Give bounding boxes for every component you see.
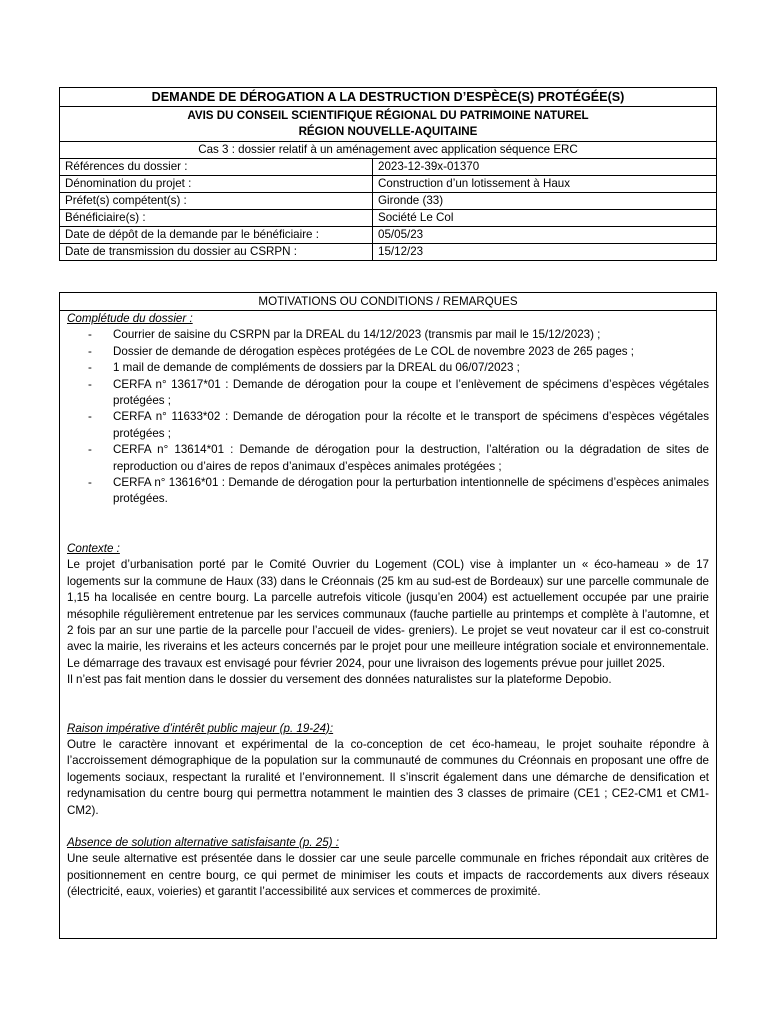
list-item <box>67 344 709 360</box>
dossier-header-table <box>59 87 717 261</box>
list-item-text: 1 mail de demande de compléments de dossiers par la DREAL du 06/07/2023 ; <box>113 361 520 375</box>
info-row <box>60 193 717 210</box>
section-spacer <box>67 689 709 721</box>
dash-bullet: - <box>88 476 92 490</box>
subtitle-row <box>60 107 717 142</box>
info-value: 05/05/23 <box>373 227 717 244</box>
contexte-depobio-note: Il n’est pas fait mention dans le dossier du versement des données naturalistes sur la plateforme Depobio. <box>67 673 612 687</box>
document-subtitle <box>60 107 717 142</box>
info-label: Préfet(s) compétent(s) : <box>60 193 373 210</box>
absence-paragraph: Une seule alternative est présentée dans le dossier car une seule parcelle communale en friches répondait aux critères de positionnement en centre bourg, ce qui permet de minimiser les couts et impacts de raccordements aux divers réseaux (électricité, eaux, voieries) et garantit l’accessibilité aux services et commerces de proximité. <box>67 852 709 899</box>
info-label: Bénéficiaire(s) : <box>60 210 373 227</box>
list-item <box>67 409 709 442</box>
case-description: Cas 3 : dossier relatif à un aménagement avec application séquence ERC <box>60 142 717 159</box>
motivations-heading: MOTIVATIONS OU CONDITIONS / REMARQUES <box>60 293 716 311</box>
info-row <box>60 210 717 227</box>
raison-title: Raison impérative d’intérêt public majeur (p. 19-24): <box>67 721 334 735</box>
dash-bullet: - <box>88 443 92 457</box>
contexte-paragraph: Le projet d’urbanisation porté par le Comité Ouvrier du Logement (COL) vise à implanter un « éco-hameau » de 17 logements sur la commune de Haux (33) dans le Créonnais (25 km au sud-est de Bordeaux) sur une parcelle communale de 1,15 ha localisée en centre bourg. La parcelle autrefois viticole (jusqu’en 2004) est actuellement occupée par une prairie mésophile régulièrement entretenue par les services communaux (fauche partielle au printemps et complète à l’automne, et 2 fois par an sur une partie de la parcelle pour l’accueil de vides- greniers). Le projet se veut novateur car il est co-construit avec la mairie, les riverains et les acteurs concernés par le projet pour une meilleure intégration sociale et environnementale. Le démarrage des travaux est envisagé pour février 2024, pour une livraison des logements prévue pour juillet 2025. <box>67 558 709 670</box>
info-value: 2023-12-39x-01370 <box>373 159 717 176</box>
list-item-text: CERFA n° 13614*01 : Demande de dérogation pour la destruction, l’altération ou la dégradation de sites de reproduction ou d’aires de repos d’animaux d’espèces animales protégées ; <box>113 443 709 473</box>
info-value: 15/12/23 <box>373 244 717 261</box>
dash-bullet: - <box>88 361 92 375</box>
dash-bullet: - <box>88 377 92 391</box>
document-title: DEMANDE DE DÉROGATION A LA DESTRUCTION D’ESPÈCE(S) PROTÉGÉE(S) <box>60 88 717 107</box>
info-label: Date de transmission du dossier au CSRPN : <box>60 244 373 261</box>
list-item-text: CERFA n° 13617*01 : Demande de dérogation pour la coupe et l’enlèvement de spécimens d’espèces végétales protégées ; <box>113 377 709 408</box>
info-label: Références du dossier : <box>60 159 373 176</box>
case-row <box>60 142 717 159</box>
info-value: Société Le Col <box>373 210 717 227</box>
info-row <box>60 159 717 176</box>
absence-title: Absence de solution alternative satisfaisante (p. 25) : <box>67 835 339 849</box>
section-spacer <box>67 508 709 541</box>
info-row <box>60 244 717 261</box>
list-item <box>67 360 709 376</box>
list-item-text: Courrier de saisine du CSRPN par la DREAL du 14/12/2023 (transmis par mail le 15/12/2023) ; <box>113 328 601 342</box>
title-row <box>60 88 717 107</box>
list-item-text: CERFA n° 11633*02 : Demande de dérogation pour la récolte et le transport de spécimens d’espèces végétales protégées ; <box>113 410 709 440</box>
motivations-content <box>60 311 716 901</box>
completude-list <box>67 327 709 507</box>
info-row <box>60 227 717 244</box>
info-label: Dénomination du projet : <box>60 176 373 193</box>
info-value: Construction d’un lotissement à Haux <box>373 176 717 193</box>
section-spacer <box>67 819 709 835</box>
list-item <box>67 377 709 410</box>
subtitle-line-2: RÉGION NOUVELLE-AQUITAINE <box>298 125 478 138</box>
info-row <box>60 176 717 193</box>
contexte-title: Contexte : <box>67 541 120 555</box>
list-item-text: CERFA n° 13616*01 : Demande de dérogation pour la perturbation intentionnelle de spécimens d’espèces animales protégées. <box>113 476 709 506</box>
dash-bullet: - <box>88 344 92 358</box>
info-value: Gironde (33) <box>373 193 717 210</box>
list-item <box>67 327 709 343</box>
list-item-text: Dossier de demande de dérogation espèces protégées de Le COL de novembre 2023 de 265 pages ; <box>113 344 635 358</box>
completude-title: Complétude du dossier : <box>67 312 193 325</box>
dash-bullet: - <box>88 328 92 342</box>
raison-paragraph: Outre le caractère innovant et expérimental de la co-conception de cet éco-hameau, le projet souhaite répondre à l’accroissement démographique de la population sur la communauté de communes du Créonnais en proposant une offre de logements sociaux, respectant la ruralité et l’environnement. Il s’inscrit également dans une démarche de densification et redynamisation du centre bourg qui permettra notamment le maintien des 3 classes de primaire (CE1 ; CE2-CM1 et CM1-CM2). <box>67 737 709 817</box>
list-item <box>67 442 709 475</box>
dash-bullet: - <box>88 410 92 424</box>
motivations-box <box>59 292 717 939</box>
list-item <box>67 475 709 508</box>
subtitle-line-1: AVIS DU CONSEIL SCIENTIFIQUE RÉGIONAL DU PATRIMOINE NATUREL <box>187 109 589 122</box>
info-label: Date de dépôt de la demande par le bénéficiaire : <box>60 227 373 244</box>
